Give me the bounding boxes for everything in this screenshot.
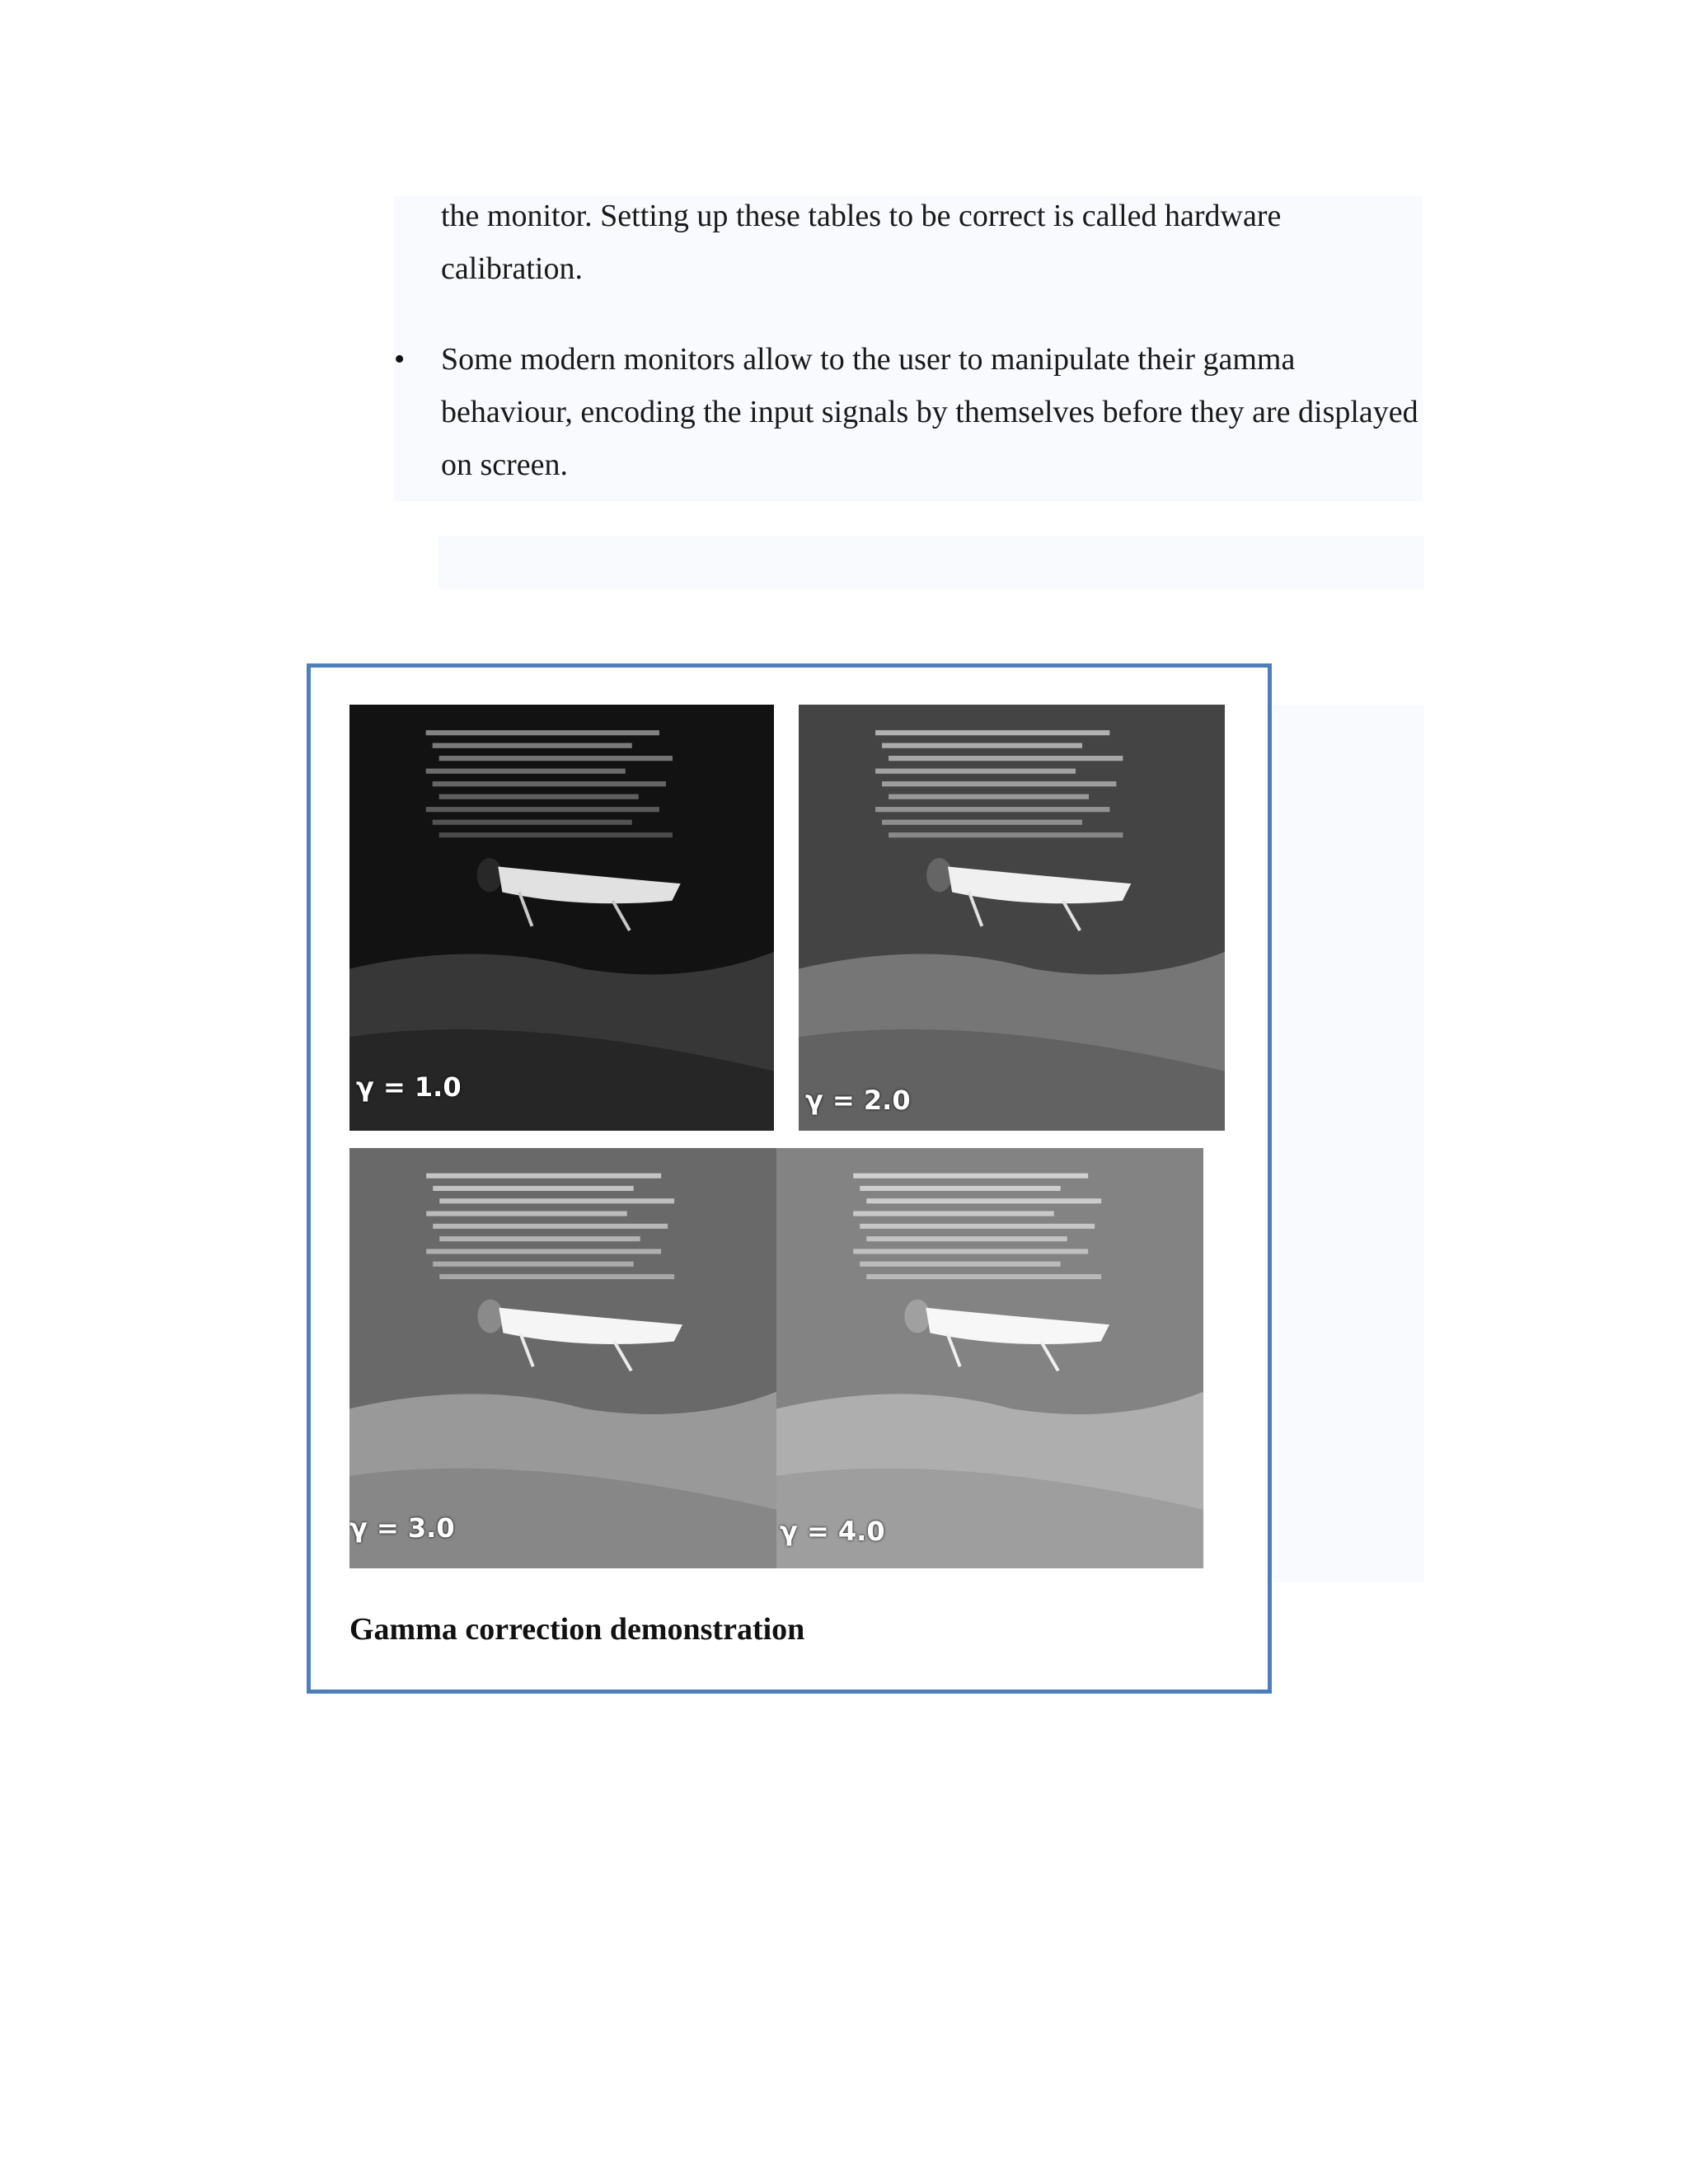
- surface-ripple: [860, 1186, 1060, 1191]
- figure-head: [477, 1300, 503, 1333]
- surface-ripple: [433, 781, 666, 786]
- surface-ripple: [889, 756, 1123, 761]
- surface-ripple: [426, 807, 659, 812]
- bullet-line-3: on screen.: [441, 448, 569, 482]
- paragraph-line-2: calibration.: [441, 251, 583, 286]
- paragraph-continuation: [441, 190, 1430, 295]
- surface-ripple: [439, 756, 673, 761]
- figure-head: [904, 1300, 930, 1333]
- surface-ripple: [860, 1224, 1095, 1229]
- gamma-label-1: γ = 1.0: [356, 1071, 462, 1103]
- gamma-label-2: γ = 2.0: [805, 1085, 911, 1116]
- gamma-photo-3: [349, 1148, 776, 1568]
- surface-ripple: [875, 807, 1109, 812]
- surface-ripple: [439, 1198, 674, 1203]
- surface-ripple: [426, 1212, 626, 1216]
- gamma-photo-2: [799, 705, 1225, 1131]
- background-tint-figure: [1269, 705, 1424, 1582]
- surface-ripple: [882, 781, 1116, 786]
- surface-ripple: [860, 1262, 1060, 1267]
- underwater-photo-1: [349, 705, 774, 1131]
- bullet-line-1: Some modern monitors allow to the user to manipulate their gamma: [441, 342, 1296, 377]
- surface-ripple: [433, 1262, 633, 1267]
- surface-ripple: [889, 832, 1123, 837]
- bullet-marker: •: [394, 342, 406, 377]
- underwater-photo-3: [349, 1148, 776, 1568]
- surface-ripple: [882, 820, 1082, 825]
- surface-ripple: [889, 794, 1089, 799]
- surface-ripple: [875, 730, 1109, 735]
- figure-caption: Gamma correction demonstration: [349, 1612, 805, 1647]
- underwater-photo-2: [799, 705, 1225, 1131]
- surface-ripple: [426, 1174, 661, 1179]
- surface-ripple: [439, 1236, 640, 1241]
- figure-head: [926, 858, 952, 892]
- surface-ripple: [439, 1274, 674, 1279]
- surface-ripple: [426, 769, 626, 774]
- surface-ripple: [426, 730, 659, 735]
- figure-head: [477, 858, 503, 892]
- surface-ripple: [866, 1274, 1101, 1279]
- gamma-photo-1: [349, 705, 774, 1131]
- surface-ripple: [875, 769, 1076, 774]
- surface-ripple: [433, 1224, 668, 1229]
- underwater-photo-4: [776, 1148, 1203, 1568]
- surface-ripple: [439, 832, 673, 837]
- paragraph-line-1: the monitor. Setting up these tables to be correct is called hardware: [441, 199, 1282, 233]
- surface-ripple: [866, 1198, 1101, 1203]
- surface-ripple: [433, 743, 632, 748]
- background-tint-gap: [438, 536, 1424, 589]
- surface-ripple: [853, 1249, 1088, 1254]
- surface-ripple: [426, 1249, 661, 1254]
- bullet-line-2: behaviour, encoding the input signals by themselves before they are displayed: [441, 395, 1418, 429]
- surface-ripple: [853, 1174, 1088, 1179]
- surface-ripple: [866, 1236, 1067, 1241]
- surface-ripple: [853, 1212, 1053, 1216]
- surface-ripple: [433, 1186, 633, 1191]
- surface-ripple: [433, 820, 632, 825]
- surface-ripple: [882, 743, 1082, 748]
- surface-ripple: [439, 794, 639, 799]
- gamma-photo-4: [776, 1148, 1203, 1568]
- gamma-label-4: γ = 4.0: [780, 1516, 885, 1547]
- bullet-item: [441, 333, 1430, 491]
- gamma-label-3: γ = 3.0: [349, 1512, 455, 1544]
